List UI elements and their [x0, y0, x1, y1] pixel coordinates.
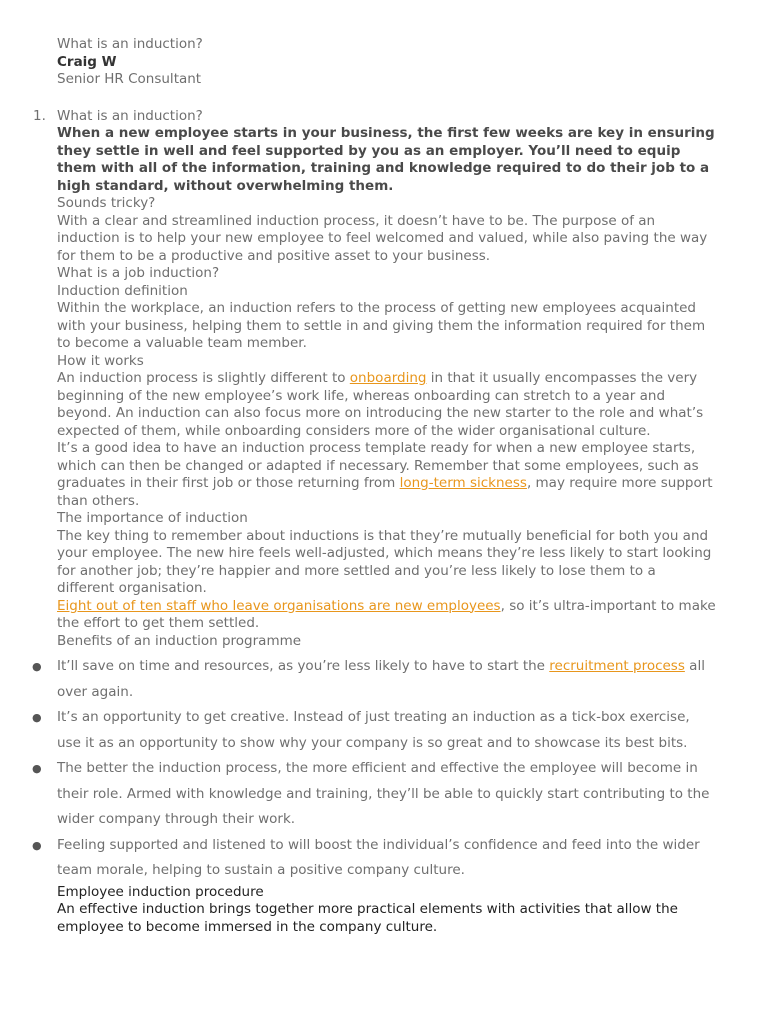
section-number: 1. [33, 107, 46, 124]
list-item [32, 705, 717, 756]
text-run: Feeling supported and listened to will boost the individual’s confidence and feed into the wider team morale, helping to sustain a positive company culture. [57, 836, 700, 878]
recruitment-process-link[interactable]: recruitment process [549, 658, 685, 674]
onboarding-link[interactable]: onboarding [349, 370, 427, 386]
bullet-icon: ● [32, 660, 42, 673]
document-page [32, 36, 717, 936]
intro-paragraph: When a new employee starts in your business, the first few weeks are key in ensuring they settle in well and feel supported by you as an employer. You’ll need to equip them with all of the information, training and knowledge required to do their job to a high standard, without overwhelming them. [57, 125, 715, 194]
paragraph-procedure: An effective induction brings together more practical elements with activities that allow the employee to become immersed in the company culture. [57, 901, 678, 935]
subheading-importance: The importance of induction [57, 510, 248, 526]
paragraph-template [57, 440, 717, 510]
long-term-sickness-link[interactable]: long-term sickness [399, 475, 527, 491]
subheading-job-induction: What is a job induction? [57, 265, 220, 281]
document-title: What is an induction? [57, 36, 203, 52]
text-run: It’s a good idea to have an induction process template ready for when a new employee starts, which can then be changed or adapted if necessary. Remember that some employees, such as graduates in their first job or those returning from [57, 440, 699, 491]
text-run: , may require more support than others. [57, 475, 713, 509]
text-run: The better the induction process, the more efficient and effective the employee will become in their role. Armed with knowledge and training, they’ll be able to quickly start contributing to the wider company through their work. [57, 760, 710, 827]
text-run: , so it’s ultra-important to make the effort to get them settled. [57, 597, 716, 631]
subheading-benefits: Benefits of an induction programme [57, 632, 302, 649]
text-run: in that it usually encompasses the very beginning of the new employee’s work life, whereas onboarding can stretch to a year and beyond. An induction can also focus more on introducing the new starter to the role and what’s expected of them, while onboarding considers more of the wider organisational culture. [57, 370, 704, 439]
text-run: all over again. [57, 658, 705, 700]
list-item [32, 756, 717, 833]
paragraph-statistic [57, 598, 717, 633]
subheading-definition: Induction definition [57, 282, 188, 299]
text-run: It’ll save on time and resources, as you’re less likely to have to start the [57, 658, 550, 674]
bullet-icon: ● [32, 838, 42, 852]
list-item [32, 654, 717, 705]
subheading-procedure: Employee induction procedure [57, 883, 264, 900]
new-employees-statistic-link[interactable]: Eight out of ten staff who leave organisations are new employees [57, 597, 501, 614]
paragraph-definition: Within the workplace, an induction refers to the process of getting new employees acquainted with your business, helping them to settle in and giving them the information required for them to become a valuable team member. [57, 300, 706, 351]
paragraph-purpose: With a clear and streamlined induction process, it doesn’t have to be. The purpose of an induction is to help your new employee to feel welcomed and valued, while also paving the way for them to be a productive and positive asset to your business. [57, 212, 708, 264]
bullet-icon: ● [32, 711, 42, 724]
paragraph-how-it-works [57, 370, 717, 440]
benefits-list [32, 654, 717, 884]
section-heading: What is an induction? [57, 107, 203, 124]
text-run: An induction process is slightly different to [57, 370, 350, 386]
subheading-sounds-tricky: Sounds tricky? [57, 195, 156, 211]
section-1 [33, 107, 717, 126]
bullet-icon: ● [32, 762, 42, 775]
text-run: It’s an opportunity to get creative. Instead of just treating an induction as a tick-box exercise, use it as an opportunity to show why your company is so great and to showcase its best bits. [57, 709, 690, 751]
author-name: Craig W [57, 53, 117, 70]
paragraph-importance: The key thing to remember about inductions is that they’re mutually beneficial for both you and your employee. The new hire feels well-adjusted, which means they’re less likely to start looking for another job; they’re happier and more settled and you’re less likely to lose them to a different organisation. [57, 527, 712, 596]
list-item [32, 833, 717, 884]
subheading-how-it-works: How it works [57, 352, 144, 369]
author-role: Senior HR Consultant [57, 71, 202, 87]
